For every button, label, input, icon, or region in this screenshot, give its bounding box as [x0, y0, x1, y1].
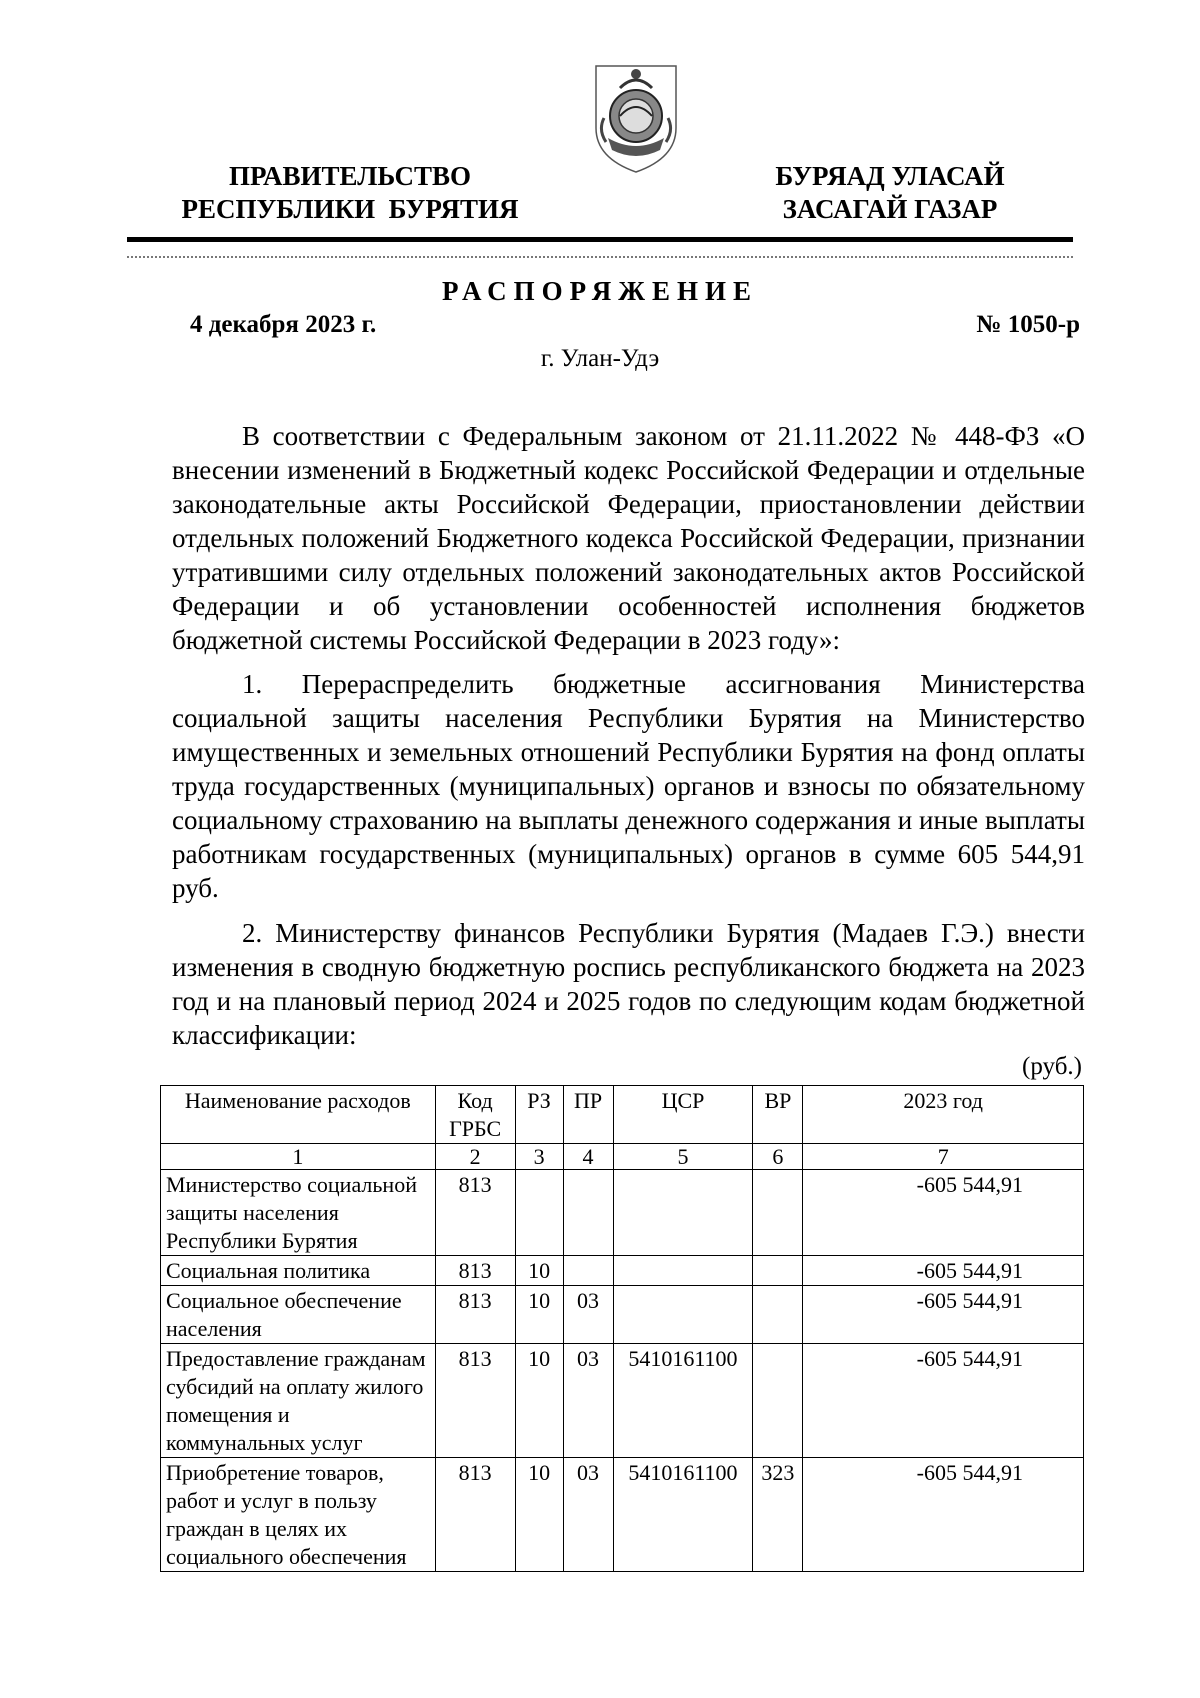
table-cell-grbs: 813 — [435, 1458, 515, 1572]
table-cell-csr — [613, 1256, 753, 1286]
table-cell-amount: -605 544,91 — [803, 1286, 1084, 1344]
header-right-line2: ЗАСАГАЙ ГАЗАР — [782, 194, 998, 224]
table-cell-amount: -605 544,91 — [803, 1256, 1084, 1286]
table-header-row — [161, 1086, 1084, 1144]
table-cell-pr: 03 — [563, 1344, 613, 1458]
order-date: 4 декабря 2023 г. — [190, 311, 377, 338]
table-cell-rz: 10 — [515, 1458, 563, 1572]
header-left-line1: ПРАВИТЕЛЬСТВО — [228, 161, 472, 191]
table-cell-name: Социальное обеспечение населения — [161, 1286, 436, 1344]
order-title: РАСПОРЯЖЕНИЕ — [441, 276, 759, 306]
header-right — [740, 160, 1040, 226]
order-city: г. Улан-Удэ — [540, 345, 660, 372]
table-index-cell: 2 — [435, 1144, 515, 1170]
table-row — [161, 1170, 1084, 1256]
table-header-cell: ВР — [753, 1086, 803, 1144]
table-cell-rz: 10 — [515, 1286, 563, 1344]
table-row — [161, 1286, 1084, 1344]
table-row — [161, 1256, 1084, 1286]
table-cell-name: Предоставление гражданам субсидий на оплату жилого помещения и коммунальных услуг — [161, 1344, 436, 1458]
header-right-line1: БУРЯАД УЛАСАЙ — [775, 161, 1005, 191]
header-left — [160, 160, 540, 226]
table-cell-pr — [563, 1256, 613, 1286]
table-header-cell: РЗ — [515, 1086, 563, 1144]
table-header-cell: Наименование расходов — [161, 1086, 436, 1144]
paragraph-item-2: 2. Министерству финансов Республики Бурятия (Мадаев Г.Э.) внести изменения в сводную бюджетную роспись республиканского бюджета на 2023 год и на плановый период 2024 и 2025 годов по следующим кодам бюджетной классификации: — [172, 918, 1085, 1050]
table-cell-vr — [753, 1286, 803, 1344]
table-cell-name: Приобретение товаров, работ и услуг в пользу граждан в целях их социального обеспечения — [161, 1458, 436, 1572]
table-cell-csr: 5410161100 — [613, 1458, 753, 1572]
header-left-line2: РЕСПУБЛИКИ БУРЯТИЯ — [181, 194, 519, 224]
table-index-cell: 1 — [161, 1144, 436, 1170]
table-header-cell: 2023 год — [803, 1086, 1084, 1144]
table-cell-grbs: 813 — [435, 1170, 515, 1256]
coat-of-arms-icon — [590, 58, 682, 176]
table-cell-pr — [563, 1170, 613, 1256]
table-header-cell: ПР — [563, 1086, 613, 1144]
table-header-cell: Код ГРБС — [435, 1086, 515, 1144]
table-cell-amount: -605 544,91 — [803, 1170, 1084, 1256]
table-cell-grbs: 813 — [435, 1256, 515, 1286]
table-cell-pr: 03 — [563, 1286, 613, 1344]
table-cell-vr: 323 — [753, 1458, 803, 1572]
table-cell-csr: 5410161100 — [613, 1344, 753, 1458]
table-row — [161, 1458, 1084, 1572]
table-index-cell: 7 — [803, 1144, 1084, 1170]
table-index-cell: 6 — [753, 1144, 803, 1170]
table-cell-vr — [753, 1256, 803, 1286]
table-cell-csr — [613, 1286, 753, 1344]
currency-unit: (руб.) — [1022, 1053, 1082, 1080]
table-cell-vr — [753, 1344, 803, 1458]
header-divider-thick — [127, 237, 1073, 242]
table-cell-rz: 10 — [515, 1256, 563, 1286]
table-row — [161, 1344, 1084, 1458]
table-index-cell: 4 — [563, 1144, 613, 1170]
table-index-cell: 3 — [515, 1144, 563, 1170]
table-header-cell: ЦСР — [613, 1086, 753, 1144]
table-cell-name: Социальная политика — [161, 1256, 436, 1286]
table-cell-name: Министерство социальной защиты населения Республики Бурятия — [161, 1170, 436, 1256]
table-cell-rz: 10 — [515, 1344, 563, 1458]
paragraph-preamble: В соответствии с Федеральным законом от 21.11.2022 № 448-ФЗ «О внесении изменений в Бюджетный кодекс Российской Федерации и отдельные законодательные акты Российской Федерации, приостановлении действии отдельных положений Бюджетного кодекса Российской Федерации, признании утратившими силу отдельных положений законодательных актов Российской Федерации и об установлении особенностей исполнения бюджетов бюджетной системы Российской Федерации в 2023 году»: — [172, 421, 1085, 655]
order-number: № 1050-р — [976, 311, 1080, 338]
paragraph-item-1: 1. Перераспределить бюджетные ассигнования Министерства социальной защиты населения Республики Бурятия на Министерство имущественных и земельных отношений Республики Бурятия на фонд оплаты труда государственных (муниципальных) органов и взносы по обязательному социальному страхованию на выплаты денежного содержания и иные выплаты работникам государственных (муниципальных) органов в сумме 605 544,91 руб. — [172, 669, 1085, 903]
table-cell-grbs: 813 — [435, 1344, 515, 1458]
table-cell-amount: -605 544,91 — [803, 1344, 1084, 1458]
table-cell-csr — [613, 1170, 753, 1256]
budget-table — [160, 1085, 1084, 1572]
table-cell-rz — [515, 1170, 563, 1256]
table-cell-grbs: 813 — [435, 1286, 515, 1344]
table-cell-vr — [753, 1170, 803, 1256]
table-cell-amount: -605 544,91 — [803, 1458, 1084, 1572]
header-divider-thin — [127, 256, 1073, 258]
table-cell-pr: 03 — [563, 1458, 613, 1572]
table-index-cell: 5 — [613, 1144, 753, 1170]
table-index-row — [161, 1144, 1084, 1170]
